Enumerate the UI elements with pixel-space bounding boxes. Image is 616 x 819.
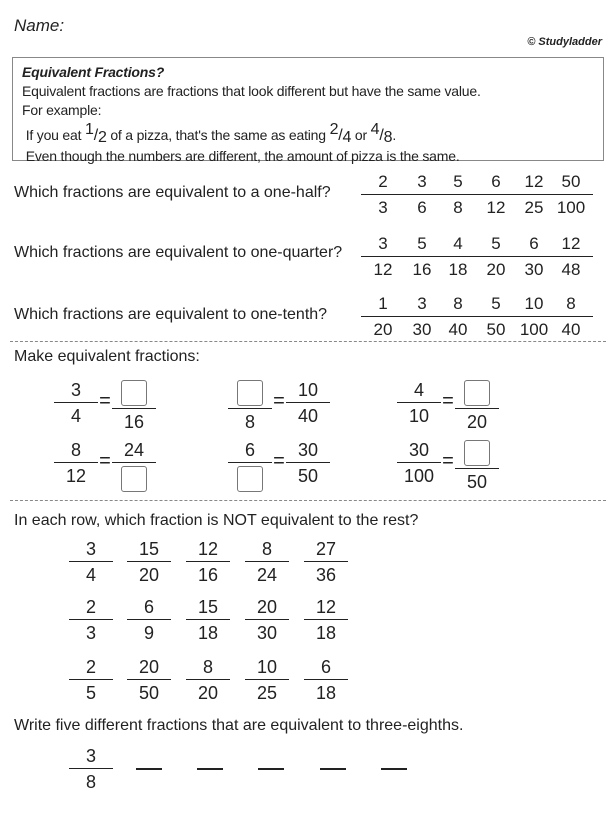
equals-sign: =: [99, 450, 111, 472]
denominator: 18: [197, 623, 219, 643]
denominator: 10: [408, 406, 430, 426]
make-right-fraction: [455, 380, 499, 432]
odd-fraction: [186, 539, 230, 585]
denominator: 50: [297, 466, 319, 486]
denominator: 100: [556, 198, 586, 217]
numerator: 8: [202, 657, 213, 677]
odd-fraction: [69, 597, 113, 643]
numerator: 27: [315, 539, 337, 559]
equals-sign: =: [99, 390, 111, 412]
answer-box[interactable]: [121, 380, 147, 406]
intro-box: [12, 57, 604, 164]
divider-2: [10, 500, 606, 501]
option-fraction: [549, 172, 593, 218]
make-right-fraction: [112, 380, 156, 432]
question-one-half: Which fractions are equivalent to a one-half?: [14, 184, 331, 201]
make-right-fraction: [286, 440, 330, 486]
denominator: 20: [486, 260, 506, 279]
answer-blank-4[interactable]: [320, 768, 346, 770]
denominator: 36: [315, 565, 337, 585]
numerator: 10: [524, 294, 544, 313]
odd-fraction: [69, 539, 113, 585]
make-right-fraction: [112, 440, 156, 492]
answer-box[interactable]: [237, 380, 263, 406]
denominator: 8: [453, 198, 463, 217]
option-fraction: [361, 234, 405, 280]
numerator: 2: [378, 172, 388, 191]
answer-blank-3[interactable]: [258, 768, 284, 770]
denominator: 20: [197, 683, 219, 703]
denominator: 3: [85, 623, 96, 643]
intro-line-1: Equivalent fractions are fractions that look different but have the same value.: [22, 83, 481, 99]
denominator: 12: [65, 466, 87, 486]
denominator: 25: [524, 198, 544, 217]
numerator: 6: [529, 234, 539, 253]
brand-label: © Studyladder: [527, 36, 602, 48]
numerator: 10: [256, 657, 278, 677]
numerator: 8: [453, 294, 463, 313]
denominator: 20: [138, 565, 160, 585]
denominator: 6: [417, 198, 427, 217]
denominator: 25: [256, 683, 278, 703]
odd-fraction: [245, 539, 289, 585]
numerator: 10: [297, 380, 319, 400]
denominator: 16: [197, 565, 219, 585]
numerator: 5: [491, 234, 501, 253]
numerator: 15: [138, 539, 160, 559]
make-left-fraction: [397, 380, 441, 426]
denominator: 12: [486, 198, 506, 217]
equals-sign: =: [273, 450, 285, 472]
denominator: 18: [448, 260, 468, 279]
answer-blank-5[interactable]: [381, 768, 407, 770]
denominator: 4: [70, 406, 81, 426]
numerator: 4: [453, 234, 463, 253]
numerator: 5: [453, 172, 463, 191]
denominator: 18: [315, 683, 337, 703]
name-label: Name:: [14, 16, 65, 35]
question-one-tenth: Which fractions are equivalent to one-tenth?: [14, 306, 328, 323]
option-fraction: [361, 294, 405, 340]
numerator: 20: [256, 597, 278, 617]
denominator: 12: [373, 260, 393, 279]
denominator: 50: [466, 472, 488, 492]
equals-sign: =: [442, 390, 454, 412]
odd-fraction: [245, 597, 289, 643]
numerator: 12: [524, 172, 544, 191]
numerator: 15: [197, 597, 219, 617]
numerator: 5: [491, 294, 501, 313]
option-fraction: [549, 294, 593, 340]
numerator: 50: [561, 172, 581, 191]
answer-box[interactable]: [464, 380, 490, 406]
numerator: 2: [85, 597, 96, 617]
numerator: 8: [261, 539, 272, 559]
odd-fraction: [304, 657, 348, 703]
odd-fraction: [304, 539, 348, 585]
make-heading: Make equivalent fractions:: [14, 348, 200, 365]
numerator: 8: [566, 294, 576, 313]
odd-fraction: [127, 539, 171, 585]
fraction-two-fourths: 2/4: [329, 121, 352, 146]
make-left-fraction: [54, 440, 98, 486]
numerator: 4: [413, 380, 424, 400]
intro-line-2: For example:: [22, 102, 102, 118]
numerator: 5: [417, 234, 427, 253]
numerator: 6: [491, 172, 501, 191]
numerator: 3: [85, 539, 96, 559]
answer-box[interactable]: [237, 466, 263, 492]
denominator: 40: [297, 406, 319, 426]
denominator: 30: [524, 260, 544, 279]
answer-blank-1[interactable]: [136, 768, 162, 770]
denominator: 5: [85, 683, 96, 703]
numerator: 20: [138, 657, 160, 677]
intro-line-4: Even though the numbers are different, the amount of pizza is the same.: [25, 148, 460, 164]
odd-fraction: [127, 657, 171, 703]
denominator: 4: [85, 565, 96, 585]
odd-fraction: [245, 657, 289, 703]
numerator: 2: [85, 657, 96, 677]
make-left-fraction: [228, 440, 272, 492]
divider-1: [10, 341, 606, 342]
numerator: 1: [378, 294, 388, 313]
answer-blank-2[interactable]: [197, 768, 223, 770]
denominator: 50: [486, 320, 506, 339]
make-left-fraction: [397, 440, 441, 486]
numerator: 12: [315, 597, 337, 617]
intro-line-3: If you eat 1/2 of a pizza, that's the same as eating 2/4 or 4/8.: [25, 121, 397, 146]
numerator: 30: [408, 440, 430, 460]
denominator: 20: [466, 412, 488, 432]
fraction-four-eighths: 4/8: [370, 121, 393, 146]
numerator: 8: [70, 440, 81, 460]
answer-box[interactable]: [464, 440, 490, 466]
odd-fraction: [186, 657, 230, 703]
denominator: 16: [123, 412, 145, 432]
denominator: 8: [244, 412, 255, 432]
numerator: 30: [297, 440, 319, 460]
numerator: 6: [244, 440, 255, 460]
intro-title: Equivalent Fractions?: [22, 64, 165, 80]
question-one-quarter: Which fractions are equivalent to one-quarter?: [14, 244, 343, 261]
denominator: 48: [561, 260, 581, 279]
odd-fraction: [127, 597, 171, 643]
denominator: 50: [138, 683, 160, 703]
denominator: 9: [143, 623, 154, 643]
denominator: 18: [315, 623, 337, 643]
denominator: 20: [373, 320, 393, 339]
denominator: 3: [378, 198, 388, 217]
equals-sign: =: [273, 390, 285, 412]
option-fraction: [361, 172, 405, 218]
denominator: 40: [448, 320, 468, 339]
denominator: 30: [256, 623, 278, 643]
numerator: 12: [197, 539, 219, 559]
odd-fraction: [186, 597, 230, 643]
make-right-fraction: [286, 380, 330, 426]
write-heading: Write five different fractions that are equivalent to three-eighths.: [14, 717, 464, 734]
numerator: 12: [561, 234, 581, 253]
denominator: 16: [412, 260, 432, 279]
denominator: 24: [256, 565, 278, 585]
answer-box[interactable]: [121, 466, 147, 492]
numerator: 24: [123, 440, 145, 460]
numerator: 3: [417, 172, 427, 191]
make-right-fraction: [455, 440, 499, 492]
denominator: 30: [412, 320, 432, 339]
odd-fraction: [304, 597, 348, 643]
numerator: 6: [143, 597, 154, 617]
equals-sign: =: [442, 450, 454, 472]
odd-fraction: [69, 657, 113, 703]
numerator: 3: [70, 380, 81, 400]
odd-heading: In each row, which fraction is NOT equivalent to the rest?: [14, 512, 419, 529]
three-eighths-fraction: 3 8: [69, 746, 113, 792]
numerator: 3: [417, 294, 427, 313]
option-fraction: [549, 234, 593, 280]
denominator: 100: [403, 466, 435, 486]
numerator: 6: [320, 657, 331, 677]
make-left-fraction: [54, 380, 98, 426]
denominator: 40: [561, 320, 581, 339]
denominator: 100: [519, 320, 549, 339]
make-left-fraction: [228, 380, 272, 432]
numerator: 3: [378, 234, 388, 253]
fraction-one-half: 1/2: [85, 121, 107, 146]
